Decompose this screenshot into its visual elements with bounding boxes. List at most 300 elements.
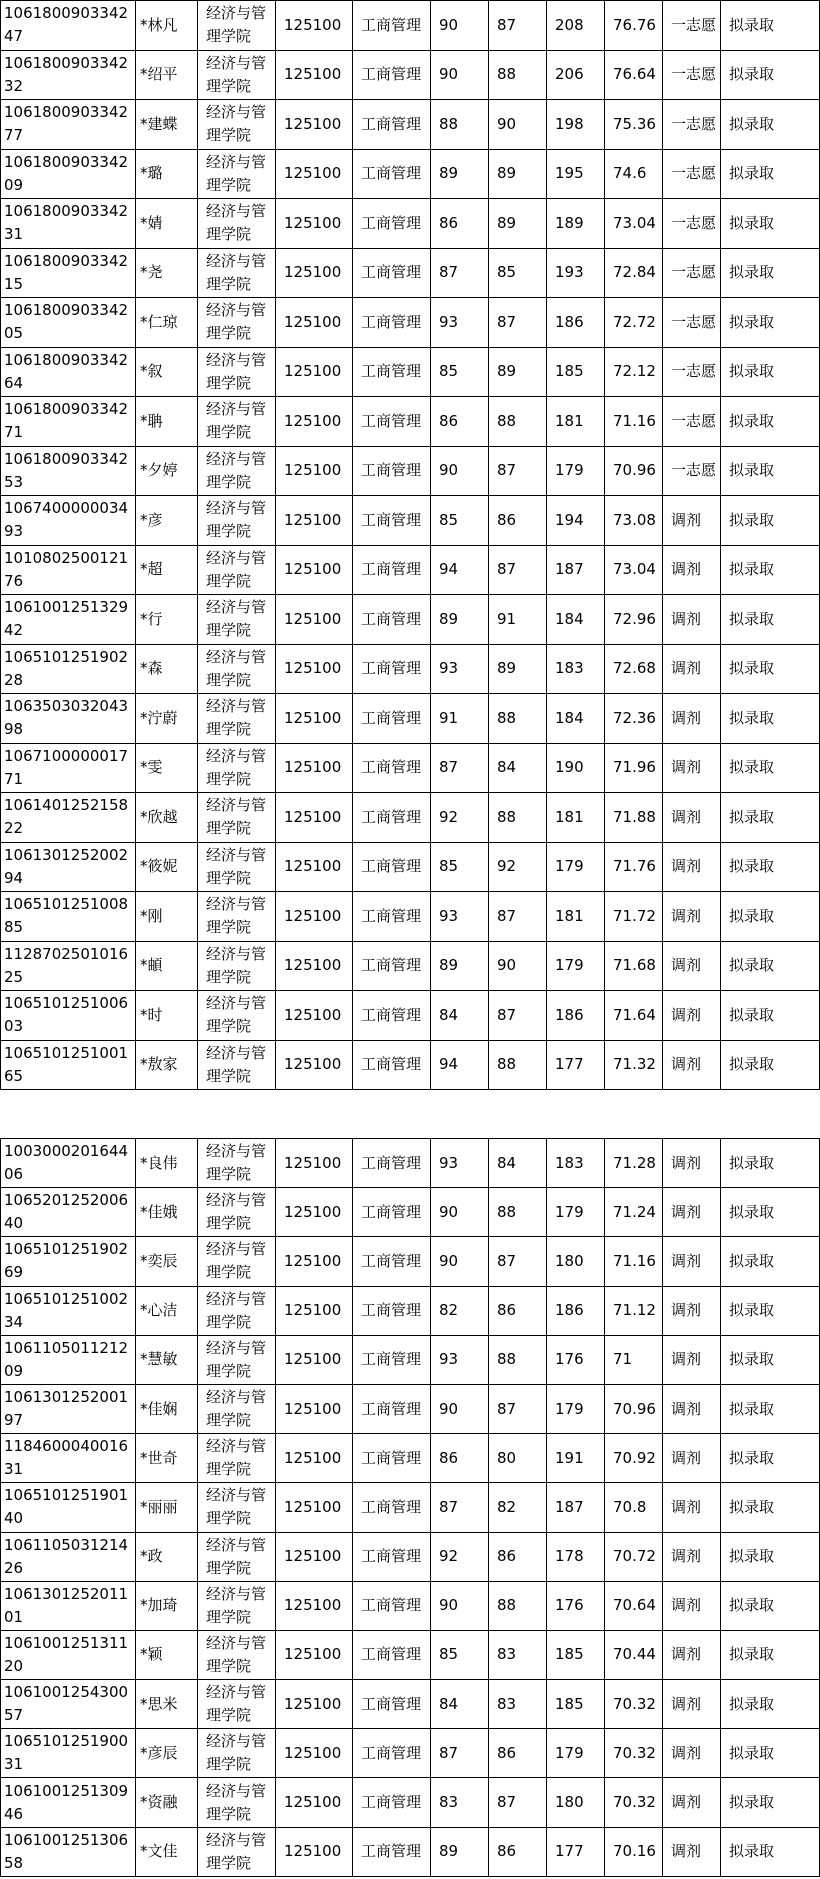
status-cell: 拟录取 (721, 644, 820, 694)
major-name-cell: 工商管理 (353, 248, 431, 298)
table-row (1, 1335, 820, 1384)
score3-cell: 189 (547, 199, 605, 249)
total-score-cell: 71.12 (605, 1286, 663, 1335)
candidate-id-cell: 106180090334215 (1, 248, 136, 298)
candidate-id-cell: 106100125131120 (1, 1630, 136, 1679)
score1-cell: 88 (431, 100, 489, 150)
candidate-id-cell: 106180090334232 (1, 50, 136, 100)
score1-cell: 90 (431, 1384, 489, 1433)
major-code-cell: 125100 (276, 1040, 353, 1090)
preference-cell: 调剂 (663, 991, 721, 1041)
major-name-cell: 工商管理 (353, 100, 431, 150)
preference-cell: 调剂 (663, 1286, 721, 1335)
score3-cell: 195 (547, 149, 605, 199)
score1-cell: 92 (431, 793, 489, 843)
major-code-cell: 125100 (276, 1532, 353, 1581)
status-cell: 拟录取 (721, 1286, 820, 1335)
total-score-cell: 71.16 (605, 397, 663, 447)
preference-cell: 调剂 (663, 1532, 721, 1581)
candidate-id-cell: 101080250012176 (1, 545, 136, 595)
college-cell: 经济与管理学院 (198, 1729, 276, 1778)
college-cell: 经济与管理学院 (198, 941, 276, 991)
major-name-cell: 工商管理 (353, 595, 431, 645)
college-cell: 经济与管理学院 (198, 1237, 276, 1286)
college-cell: 经济与管理学院 (198, 50, 276, 100)
score1-cell: 93 (431, 892, 489, 942)
score1-cell: 90 (431, 1581, 489, 1630)
score3-cell: 180 (547, 1237, 605, 1286)
major-name-cell: 工商管理 (353, 694, 431, 744)
major-code-cell: 125100 (276, 149, 353, 199)
score3-cell: 193 (547, 248, 605, 298)
status-cell: 拟录取 (721, 1434, 820, 1483)
major-name-cell: 工商管理 (353, 496, 431, 546)
name-cell: *政 (136, 1532, 198, 1581)
score3-cell: 194 (547, 496, 605, 546)
score3-cell: 177 (547, 1827, 605, 1876)
college-cell: 经济与管理学院 (198, 1188, 276, 1237)
college-cell: 经济与管理学院 (198, 1532, 276, 1581)
score3-cell: 181 (547, 793, 605, 843)
major-code-cell: 125100 (276, 1778, 353, 1827)
status-cell: 拟录取 (721, 694, 820, 744)
college-cell: 经济与管理学院 (198, 1286, 276, 1335)
candidate-id-cell: 106140125215822 (1, 793, 136, 843)
table-row (1, 991, 820, 1041)
college-cell: 经济与管理学院 (198, 545, 276, 595)
score2-cell: 83 (489, 1630, 547, 1679)
score1-cell: 89 (431, 1827, 489, 1876)
total-score-cell: 70.8 (605, 1483, 663, 1532)
score3-cell: 187 (547, 1483, 605, 1532)
score1-cell: 86 (431, 1434, 489, 1483)
name-cell: *超 (136, 545, 198, 595)
score1-cell: 86 (431, 397, 489, 447)
candidate-id-cell: 106510125100603 (1, 991, 136, 1041)
preference-cell: 调剂 (663, 1483, 721, 1532)
college-cell: 经济与管理学院 (198, 892, 276, 942)
major-name-cell: 工商管理 (353, 1483, 431, 1532)
preference-cell: 一志愿 (663, 100, 721, 150)
status-cell: 拟录取 (721, 743, 820, 793)
status-cell: 拟录取 (721, 1, 820, 51)
preference-cell: 调剂 (663, 941, 721, 991)
score1-cell: 92 (431, 1532, 489, 1581)
name-cell: *资融 (136, 1778, 198, 1827)
score2-cell: 88 (489, 397, 547, 447)
table-row (1, 496, 820, 546)
major-code-cell: 125100 (276, 298, 353, 348)
major-code-cell: 125100 (276, 199, 353, 249)
candidate-id-cell: 106100125430057 (1, 1680, 136, 1729)
table-row (1, 248, 820, 298)
score2-cell: 89 (489, 149, 547, 199)
table-row (1, 1188, 820, 1237)
score2-cell: 87 (489, 991, 547, 1041)
preference-cell: 调剂 (663, 1335, 721, 1384)
total-score-cell: 71.76 (605, 842, 663, 892)
major-name-cell: 工商管理 (353, 892, 431, 942)
preference-cell: 一志愿 (663, 149, 721, 199)
table-row (1, 199, 820, 249)
score2-cell: 87 (489, 446, 547, 496)
candidate-id-cell: 106180090334205 (1, 298, 136, 348)
major-code-cell: 125100 (276, 1680, 353, 1729)
score2-cell: 88 (489, 50, 547, 100)
preference-cell: 调剂 (663, 743, 721, 793)
preference-cell: 调剂 (663, 793, 721, 843)
preference-cell: 调剂 (663, 1630, 721, 1679)
score3-cell: 186 (547, 991, 605, 1041)
score1-cell: 87 (431, 1729, 489, 1778)
name-cell: *刚 (136, 892, 198, 942)
table-row (1, 892, 820, 942)
major-code-cell: 125100 (276, 644, 353, 694)
preference-cell: 调剂 (663, 1729, 721, 1778)
college-cell: 经济与管理学院 (198, 595, 276, 645)
name-cell: *颖 (136, 1630, 198, 1679)
candidate-id-cell: 106350303204398 (1, 694, 136, 744)
major-code-cell: 125100 (276, 1286, 353, 1335)
total-score-cell: 76.76 (605, 1, 663, 51)
table-row (1, 694, 820, 744)
score3-cell: 206 (547, 50, 605, 100)
name-cell: *彦 (136, 496, 198, 546)
total-score-cell: 71.24 (605, 1188, 663, 1237)
status-cell: 拟录取 (721, 842, 820, 892)
score1-cell: 85 (431, 347, 489, 397)
preference-cell: 调剂 (663, 1778, 721, 1827)
preference-cell: 调剂 (663, 1237, 721, 1286)
preference-cell: 调剂 (663, 1827, 721, 1876)
total-score-cell: 72.72 (605, 298, 663, 348)
major-name-cell: 工商管理 (353, 347, 431, 397)
score3-cell: 179 (547, 941, 605, 991)
score3-cell: 179 (547, 1729, 605, 1778)
status-cell: 拟录取 (721, 1827, 820, 1876)
major-name-cell: 工商管理 (353, 1532, 431, 1581)
score1-cell: 87 (431, 248, 489, 298)
candidate-id-cell: 106520125200640 (1, 1188, 136, 1237)
college-cell: 经济与管理学院 (198, 1581, 276, 1630)
score1-cell: 90 (431, 1, 489, 51)
major-name-cell: 工商管理 (353, 842, 431, 892)
admission-table-bottom (0, 1138, 820, 1877)
name-cell: *雯 (136, 743, 198, 793)
college-cell: 经济与管理学院 (198, 1335, 276, 1384)
major-code-cell: 125100 (276, 545, 353, 595)
score2-cell: 85 (489, 248, 547, 298)
score1-cell: 94 (431, 1040, 489, 1090)
major-name-cell: 工商管理 (353, 397, 431, 447)
total-score-cell: 71.68 (605, 941, 663, 991)
major-name-cell: 工商管理 (353, 1188, 431, 1237)
total-score-cell: 74.6 (605, 149, 663, 199)
name-cell: *聃 (136, 397, 198, 447)
status-cell: 拟录取 (721, 50, 820, 100)
score2-cell: 84 (489, 1139, 547, 1188)
total-score-cell: 73.04 (605, 545, 663, 595)
major-code-cell: 125100 (276, 50, 353, 100)
college-cell: 经济与管理学院 (198, 149, 276, 199)
preference-cell: 调剂 (663, 892, 721, 942)
preference-cell: 一志愿 (663, 50, 721, 100)
major-code-cell: 125100 (276, 347, 353, 397)
status-cell: 拟录取 (721, 1040, 820, 1090)
score1-cell: 89 (431, 149, 489, 199)
preference-cell: 一志愿 (663, 298, 721, 348)
table-row (1, 1040, 820, 1090)
table-row (1, 941, 820, 991)
total-score-cell: 71.88 (605, 793, 663, 843)
major-name-cell: 工商管理 (353, 1581, 431, 1630)
status-cell: 拟录取 (721, 1384, 820, 1433)
total-score-cell: 71.32 (605, 1040, 663, 1090)
score3-cell: 179 (547, 842, 605, 892)
total-score-cell: 70.44 (605, 1630, 663, 1679)
total-score-cell: 76.64 (605, 50, 663, 100)
score1-cell: 90 (431, 446, 489, 496)
total-score-cell: 73.08 (605, 496, 663, 546)
name-cell: *良伟 (136, 1139, 198, 1188)
name-cell: *时 (136, 991, 198, 1041)
major-name-cell: 工商管理 (353, 1139, 431, 1188)
score2-cell: 87 (489, 545, 547, 595)
score2-cell: 87 (489, 298, 547, 348)
score2-cell: 89 (489, 199, 547, 249)
name-cell: *敖家 (136, 1040, 198, 1090)
preference-cell: 调剂 (663, 1434, 721, 1483)
name-cell: *慧敏 (136, 1335, 198, 1384)
major-name-cell: 工商管理 (353, 1335, 431, 1384)
preference-cell: 调剂 (663, 1139, 721, 1188)
candidate-id-cell: 106510125190031 (1, 1729, 136, 1778)
name-cell: *彦辰 (136, 1729, 198, 1778)
table-row (1, 595, 820, 645)
score1-cell: 93 (431, 298, 489, 348)
score2-cell: 88 (489, 1188, 547, 1237)
candidate-id-cell: 106510125190140 (1, 1483, 136, 1532)
score3-cell: 179 (547, 1384, 605, 1433)
status-cell: 拟录取 (721, 1778, 820, 1827)
table-row (1, 1532, 820, 1581)
major-name-cell: 工商管理 (353, 1040, 431, 1090)
total-score-cell: 71 (605, 1335, 663, 1384)
college-cell: 经济与管理学院 (198, 496, 276, 546)
major-code-cell: 125100 (276, 694, 353, 744)
college-cell: 经济与管理学院 (198, 397, 276, 447)
table-row (1, 100, 820, 150)
name-cell: *心洁 (136, 1286, 198, 1335)
status-cell: 拟录取 (721, 1483, 820, 1532)
total-score-cell: 71.28 (605, 1139, 663, 1188)
preference-cell: 调剂 (663, 1581, 721, 1630)
total-score-cell: 70.64 (605, 1581, 663, 1630)
score3-cell: 187 (547, 545, 605, 595)
college-cell: 经济与管理学院 (198, 347, 276, 397)
college-cell: 经济与管理学院 (198, 1680, 276, 1729)
candidate-id-cell: 106110501121209 (1, 1335, 136, 1384)
table-row (1, 1, 820, 51)
name-cell: *仁琼 (136, 298, 198, 348)
name-cell: *佳娥 (136, 1188, 198, 1237)
score1-cell: 91 (431, 694, 489, 744)
major-name-cell: 工商管理 (353, 743, 431, 793)
college-cell: 经济与管理学院 (198, 1483, 276, 1532)
college-cell: 经济与管理学院 (198, 100, 276, 150)
table-row (1, 1237, 820, 1286)
score2-cell: 92 (489, 842, 547, 892)
college-cell: 经济与管理学院 (198, 1, 276, 51)
score3-cell: 185 (547, 1630, 605, 1679)
total-score-cell: 75.36 (605, 100, 663, 150)
score2-cell: 89 (489, 644, 547, 694)
major-code-cell: 125100 (276, 446, 353, 496)
candidate-id-cell: 106510125100885 (1, 892, 136, 942)
table-row (1, 1434, 820, 1483)
status-cell: 拟录取 (721, 1581, 820, 1630)
status-cell: 拟录取 (721, 199, 820, 249)
major-code-cell: 125100 (276, 793, 353, 843)
status-cell: 拟录取 (721, 248, 820, 298)
major-name-cell: 工商管理 (353, 545, 431, 595)
score2-cell: 90 (489, 941, 547, 991)
major-name-cell: 工商管理 (353, 1630, 431, 1679)
major-code-cell: 125100 (276, 100, 353, 150)
score2-cell: 86 (489, 496, 547, 546)
major-code-cell: 125100 (276, 892, 353, 942)
total-score-cell: 70.96 (605, 446, 663, 496)
major-name-cell: 工商管理 (353, 1778, 431, 1827)
score1-cell: 93 (431, 644, 489, 694)
major-name-cell: 工商管理 (353, 793, 431, 843)
college-cell: 经济与管理学院 (198, 1434, 276, 1483)
status-cell: 拟录取 (721, 1729, 820, 1778)
score2-cell: 90 (489, 100, 547, 150)
major-code-cell: 125100 (276, 842, 353, 892)
score1-cell: 87 (431, 743, 489, 793)
preference-cell: 调剂 (663, 496, 721, 546)
candidate-id-cell: 106100125132942 (1, 595, 136, 645)
name-cell: *奕辰 (136, 1237, 198, 1286)
status-cell: 拟录取 (721, 1139, 820, 1188)
status-cell: 拟录取 (721, 347, 820, 397)
college-cell: 经济与管理学院 (198, 991, 276, 1041)
major-code-cell: 125100 (276, 496, 353, 546)
status-cell: 拟录取 (721, 1532, 820, 1581)
score2-cell: 86 (489, 1286, 547, 1335)
score2-cell: 82 (489, 1483, 547, 1532)
candidate-id-cell: 106180090334271 (1, 397, 136, 447)
name-cell: *丽丽 (136, 1483, 198, 1532)
name-cell: *筱妮 (136, 842, 198, 892)
score1-cell: 82 (431, 1286, 489, 1335)
score3-cell: 181 (547, 892, 605, 942)
major-code-cell: 125100 (276, 941, 353, 991)
preference-cell: 一志愿 (663, 397, 721, 447)
table-row (1, 842, 820, 892)
name-cell: *佳娴 (136, 1384, 198, 1433)
score3-cell: 179 (547, 446, 605, 496)
name-cell: *文佳 (136, 1827, 198, 1876)
candidate-id-cell: 106100125130658 (1, 1827, 136, 1876)
preference-cell: 调剂 (663, 595, 721, 645)
total-score-cell: 70.32 (605, 1729, 663, 1778)
score3-cell: 179 (547, 1188, 605, 1237)
score1-cell: 86 (431, 199, 489, 249)
candidate-id-cell: 106130125200294 (1, 842, 136, 892)
table-row (1, 1483, 820, 1532)
score3-cell: 191 (547, 1434, 605, 1483)
table-body (1, 1, 820, 1090)
status-cell: 拟录取 (721, 1630, 820, 1679)
score2-cell: 88 (489, 694, 547, 744)
score2-cell: 86 (489, 1532, 547, 1581)
score2-cell: 87 (489, 892, 547, 942)
major-code-cell: 125100 (276, 1, 353, 51)
major-name-cell: 工商管理 (353, 50, 431, 100)
major-name-cell: 工商管理 (353, 446, 431, 496)
college-cell: 经济与管理学院 (198, 1778, 276, 1827)
score2-cell: 88 (489, 1335, 547, 1384)
preference-cell: 调剂 (663, 1384, 721, 1433)
preference-cell: 调剂 (663, 1188, 721, 1237)
score1-cell: 93 (431, 1335, 489, 1384)
table-row (1, 1286, 820, 1335)
status-cell: 拟录取 (721, 100, 820, 150)
preference-cell: 调剂 (663, 842, 721, 892)
score3-cell: 185 (547, 347, 605, 397)
college-cell: 经济与管理学院 (198, 248, 276, 298)
college-cell: 经济与管理学院 (198, 793, 276, 843)
major-name-cell: 工商管理 (353, 1434, 431, 1483)
major-name-cell: 工商管理 (353, 1680, 431, 1729)
score2-cell: 89 (489, 347, 547, 397)
major-name-cell: 工商管理 (353, 941, 431, 991)
total-score-cell: 70.16 (605, 1827, 663, 1876)
table-row (1, 446, 820, 496)
candidate-id-cell: 112870250101625 (1, 941, 136, 991)
major-name-cell: 工商管理 (353, 1729, 431, 1778)
major-code-cell: 125100 (276, 1630, 353, 1679)
score3-cell: 176 (547, 1581, 605, 1630)
major-code-cell: 125100 (276, 1139, 353, 1188)
college-cell: 经济与管理学院 (198, 694, 276, 744)
college-cell: 经济与管理学院 (198, 1630, 276, 1679)
candidate-id-cell: 106710000001771 (1, 743, 136, 793)
major-code-cell: 125100 (276, 1729, 353, 1778)
candidate-id-cell: 100300020164406 (1, 1139, 136, 1188)
score1-cell: 84 (431, 1680, 489, 1729)
score1-cell: 85 (431, 842, 489, 892)
total-score-cell: 72.12 (605, 347, 663, 397)
total-score-cell: 71.96 (605, 743, 663, 793)
table-row (1, 1680, 820, 1729)
name-cell: *泞蔚 (136, 694, 198, 744)
table-body (1, 1139, 820, 1877)
score2-cell: 87 (489, 1778, 547, 1827)
score1-cell: 93 (431, 1139, 489, 1188)
status-cell: 拟录取 (721, 397, 820, 447)
status-cell: 拟录取 (721, 1335, 820, 1384)
score2-cell: 83 (489, 1680, 547, 1729)
score2-cell: 84 (489, 743, 547, 793)
major-name-cell: 工商管理 (353, 149, 431, 199)
table-row (1, 347, 820, 397)
status-cell: 拟录取 (721, 1188, 820, 1237)
score2-cell: 86 (489, 1827, 547, 1876)
college-cell: 经济与管理学院 (198, 842, 276, 892)
